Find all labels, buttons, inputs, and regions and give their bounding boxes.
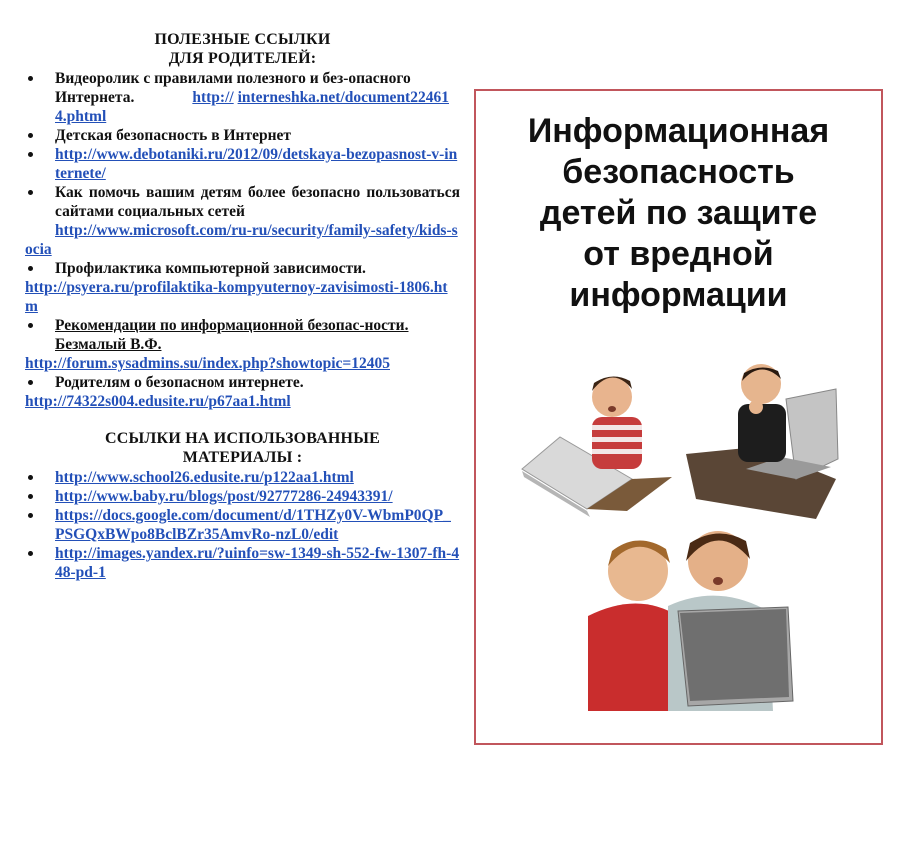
children-laptop-photo-3 [558,521,803,711]
bullet-icon [28,266,33,271]
sources-title-line2: МАТЕРИАЛЫ : [182,449,303,466]
list-item [25,69,460,126]
brochure-title-line5: информации [569,276,788,314]
link-microsoft[interactable]: http://www.microsoft.com/ru-ru/security/family-safety/kids-socia [25,222,458,258]
useful-links-title-line1: ПОЛЕЗНЫЕ ССЫЛКИ [154,31,331,48]
link-psyera[interactable]: http://psyera.ru/profilaktika-kompyuternoy-zavisimosti-1806.htm [25,279,448,315]
brochure-cover [474,89,883,745]
brochure-title [476,111,881,316]
list-item [25,316,460,354]
list-item-continuation [25,354,460,373]
link-interneshka-b[interactable]: interneshka.net/document224614.phtml [55,89,449,125]
useful-links-title [25,30,460,68]
brochure-title-line1: Информационная [527,112,830,150]
useful-links-list [25,69,460,411]
brochure-title-line2: безопасность [562,153,795,191]
bullet-icon [28,76,33,81]
item-text: Детская безопасность в Интернет [55,127,292,144]
list-item [25,373,460,392]
item-text: Рекомендации по информационной безопас-ности. Безмалый В.Ф. [55,317,409,353]
link-sysadmins[interactable]: http://forum.sysadmins.su/index.php?showtopic=12405 [25,355,390,372]
list-item [25,506,460,544]
list-item [25,259,460,278]
sources-list [25,468,460,582]
list-item [25,544,460,582]
sources-title [25,429,460,467]
item-text: Как помочь вашим детям более безопасно пользоваться сайтами социальных сетей [55,184,460,220]
link-google-docs[interactable]: https://docs.google.com/document/d/1THZy0V-WbmP0QP_PSGQxBWpo8BclBZr35AmvRo-nzL0/edit [55,507,451,543]
link-yandex-images[interactable]: http://images.yandex.ru/?uinfo=sw-1349-sh-552-fw-1307-fh-448-pd-1 [55,545,460,581]
list-item-continuation [25,278,460,316]
list-item [25,468,460,487]
link-interneshka-a[interactable]: http:// [192,89,234,106]
list-item [25,183,460,221]
list-item-continuation [25,221,460,259]
brochure-title-line4: от вредной [583,235,774,273]
link-edusite[interactable]: http://74322s004.edusite.ru/p67aa1.html [25,393,291,410]
bullet-icon [28,190,33,195]
bullet-icon [28,475,33,480]
child-laptop-photo-1 [512,359,682,519]
bullet-icon [28,513,33,518]
bullet-icon [28,133,33,138]
bullet-icon [28,494,33,499]
item-text: Профилактика компьютерной зависимости. [55,260,366,277]
list-item-continuation [25,392,460,411]
left-column [25,30,460,582]
list-item [25,487,460,506]
link-school26[interactable]: http://www.school26.edusite.ru/p122aa1.html [55,469,354,486]
sources-title-line1: ССЫЛКИ НА ИСПОЛЬЗОВАННЫЕ [105,430,380,447]
bullet-icon [28,380,33,385]
list-item [25,126,460,145]
bullet-icon [28,152,33,157]
brochure-title-line3: детей по защите [539,194,818,232]
item-text: Родителям о безопасном интернете. [55,374,304,391]
list-item [25,145,460,183]
useful-links-title-line2: ДЛЯ РОДИТЕЛЕЙ: [168,50,317,67]
bullet-icon [28,551,33,556]
child-laptop-photo-2 [686,359,846,524]
link-baby[interactable]: http://www.baby.ru/blogs/post/92777286-24943391/ [55,488,393,505]
link-debotaniki[interactable]: http://www.debotaniki.ru/2012/09/detskaya-bezopasnost-v-internete/ [55,146,458,182]
item-text: Видеоролик с правилами полезного и без-опасного Интернета. [55,70,411,106]
bullet-icon [28,323,33,328]
